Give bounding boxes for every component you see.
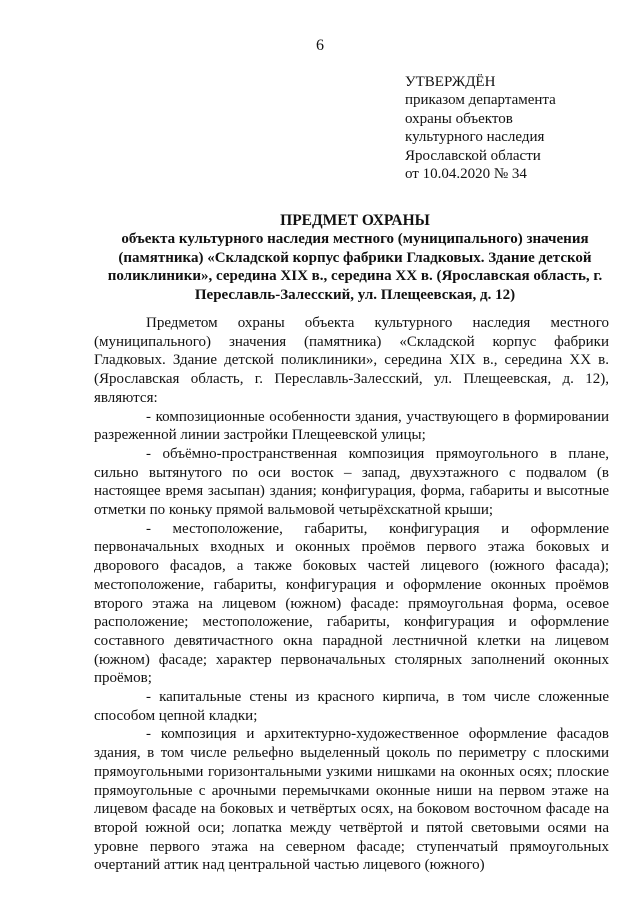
document-body xyxy=(94,314,609,875)
approval-stamp xyxy=(405,73,625,183)
body-paragraph: Предметом охраны объекта культурного наследия местного (муниципального) значения (памятника) «Складской корпус фабрики Гладковых. Здание детской поликлиники», середина XIX в., середина XX в. (Ярославская область, г. Переславль-Залесский, ул. Плещеевская, д. 12), являются: xyxy=(94,315,609,406)
body-paragraph: - композиционные особенности здания, участвующего в формировании разреженной линии застройки Плещеевской улицы; xyxy=(94,408,609,444)
approval-line: охраны объектов xyxy=(405,110,513,127)
document-subtitle: объекта культурного наследия местного (муниципального) значения (памятника) «Складской корпус фабрики Гладковых. Здание детской поликлиники», середина XIX в., середина XX в. (Ярославская область, г. Переславль-Залесский, ул. Плещеевская, д. 12) xyxy=(107,231,603,303)
body-paragraph: - местоположение, габариты, конфигурация и оформление первоначальных входных и оконных проёмов первого этажа боковых и дворового фасадов, а также боковых частей лицевого (южного фасада); местоположение, габариты, конфигурация и оформление оконных проёмов второго этажа на лицевом (южном) фасаде: прямоугольная форма, осевое расположение; местоположение, габариты, конфигурация и оформление составного девятичастного окна парадной лестничной клетки на лицевом (южном) фасаде; характер первоначальных столярных заполнений оконных проёмов; xyxy=(94,520,609,687)
body-paragraph: - объёмно-пространственная композиция прямоугольного в плане, сильно вытянутого по оси восток – запад, двухэтажного с подвалом (в настоящее время засыпан) здания; конфигурация, форма, габариты и высотные отметки по коньку прямой вальмовой четырёхскатной крыши; xyxy=(94,445,609,519)
body-paragraph: - капитальные стены из красного кирпича, в том числе сложенные способом цепной кладки; xyxy=(94,689,609,724)
approval-line: культурного наследия xyxy=(405,129,545,146)
approval-line: приказом департамента xyxy=(405,92,556,109)
approval-line: УТВЕРЖДЁН xyxy=(405,74,496,90)
approval-line: Ярославской области xyxy=(405,147,541,164)
page-number: 6 xyxy=(316,37,324,54)
body-paragraph: - композиция и архитектурно-художественное оформление фасадов здания, в том числе рельефно выделенный цоколь по периметру с плоскими прямоугольными горизонтальными узкими нишками на оконных осях; плоские прямоугольные с арочными перемычками оконные ниши на первом этаже на лицевом фасаде на боковых и четвёртых осях, на боковом восточном фасаде на второй южной оси; лопатка между четвёртой и пятой световыми осями на уровне первого этажа на северном фасаде; ступенчатый прямоугольных очертаний аттик над центральной частью лицевого (южного) xyxy=(94,726,609,874)
approval-line: от 10.04.2020 № 34 xyxy=(405,166,527,183)
document-title: ПРЕДМЕТ ОХРАНЫ xyxy=(280,212,430,229)
document-heading xyxy=(92,212,618,304)
